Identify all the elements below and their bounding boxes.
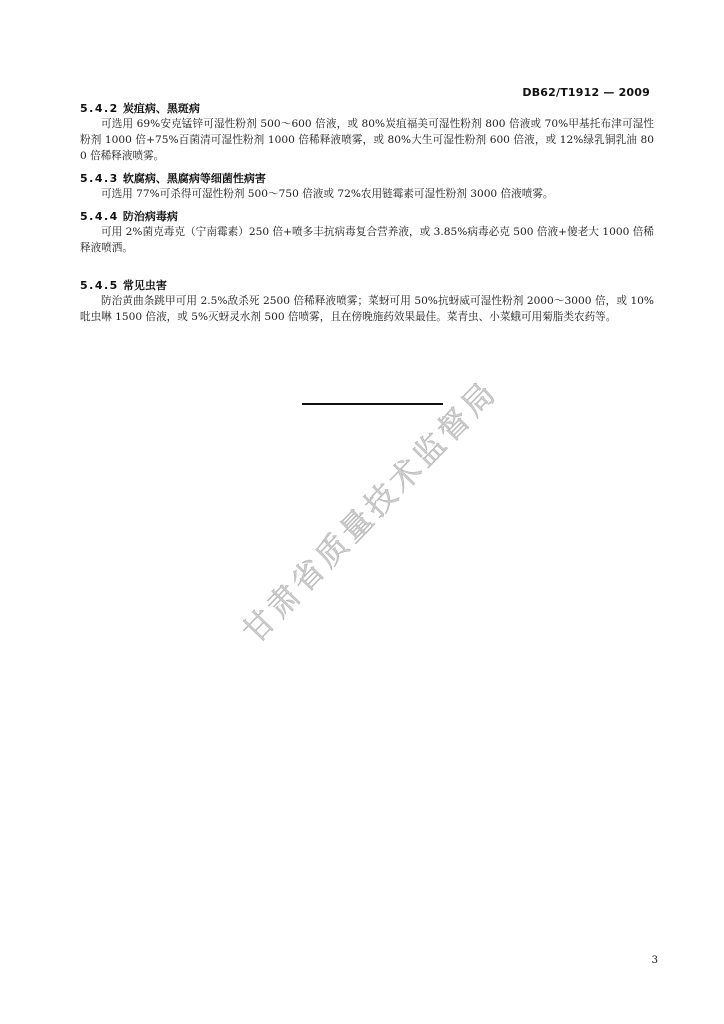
section-paragraph: 可选用 69%安克锰锌可湿性粉剂 500～600 倍液，或 80%炭疽福美可湿性粉剂 800 倍液或 70%甲基托布津可湿性粉剂 1000 倍+75%百菌清可湿性粉剂 1000 倍稀释液喷雾，或 80%大生可湿性粉剂 600 倍液，或 12%绿乳铜乳油 800 倍稀释液喷雾。 (80, 118, 654, 162)
section-number: 5.4.5 (80, 279, 119, 292)
section-heading (80, 171, 654, 186)
watermark: 甘肃省质量技术监督局 (236, 373, 506, 651)
section-heading (80, 278, 654, 293)
section-paragraph: 可选用 77%可杀得可湿性粉剂 500～750 倍液或 72%农用链霉素可湿性粉剂 3000 倍液喷雾。 (101, 188, 554, 200)
section-title: 防治病毒病 (122, 210, 178, 223)
section-heading (80, 209, 654, 224)
section-5-4-2 (80, 101, 654, 164)
section-5-4-5 (80, 278, 654, 325)
end-of-text-rule (302, 403, 443, 405)
section-paragraph: 可用 2%菌克毒克（宁南霉素）250 倍+喷多丰抗病毒复合营养液，或 3.85%病毒必克 500 倍液+傻老大 1000 倍稀释液喷洒。 (80, 226, 654, 254)
section-heading (80, 101, 654, 116)
section-number: 5.4.2 (80, 102, 119, 115)
document-code: DB62/T1912 — 2009 (522, 86, 650, 99)
section-5-4-3 (80, 171, 654, 202)
section-number: 5.4.3 (80, 172, 119, 185)
section-title: 炭疽病、黑斑病 (122, 102, 200, 115)
section-5-4-4 (80, 209, 654, 256)
section-paragraph: 防治黄曲条跳甲可用 2.5%敌杀死 2500 倍稀释液喷雾；菜蚜可用 50%抗蚜威可湿性粉剂 2000～3000 倍，或 10%吡虫啉 1500 倍液，或 5%灭蚜灵水剂 500 倍喷雾，且在傍晚施药效果最佳。菜青虫、小菜蛾可用菊脂类农药等。 (80, 295, 654, 323)
section-number: 5.4.4 (80, 210, 119, 223)
document-content (80, 101, 654, 325)
page-number: 3 (651, 955, 658, 966)
section-title: 常见虫害 (122, 279, 167, 292)
section-title: 软腐病、黑腐病等细菌性病害 (122, 172, 266, 185)
